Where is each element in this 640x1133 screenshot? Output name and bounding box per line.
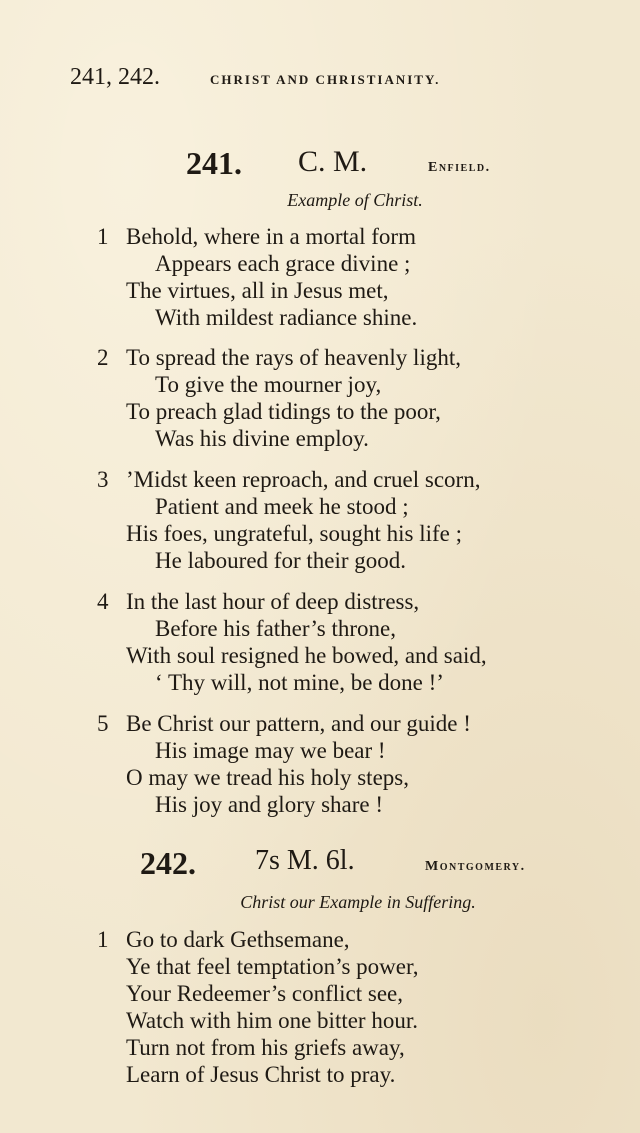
verse-line: Turn not from his griefs away, — [126, 1035, 405, 1060]
verse-line: Patient and meek he stood ; — [155, 494, 409, 519]
verse-line: To give the mourner joy, — [155, 372, 382, 397]
verse-number: 1 — [97, 927, 109, 952]
verse-line: Behold, where in a mortal form — [126, 224, 416, 249]
verse-line: To preach glad tidings to the poor, — [126, 399, 441, 424]
verse-line: Appears each grace divine ; — [155, 251, 411, 276]
verse-line: Learn of Jesus Christ to pray. — [126, 1062, 396, 1087]
verse-number: 3 — [97, 467, 109, 492]
verse-line: He laboured for their good. — [155, 548, 407, 573]
hymn-number: 241. — [186, 145, 242, 181]
verse-line: With soul resigned he bowed, and said, — [126, 643, 487, 668]
verse-line: His image may we bear ! — [155, 738, 386, 763]
verse-line: With mildest radiance shine. — [155, 305, 418, 330]
hymn-241-subtitle: Example of Christ. — [287, 190, 423, 210]
verse-line: Go to dark Gethsemane, — [126, 927, 350, 952]
hymn-author: Montgomery. — [425, 859, 526, 874]
hymn-author: Enfield. — [428, 160, 491, 175]
verse-number: 1 — [97, 224, 109, 249]
verse-line: Watch with him one bitter hour. — [126, 1008, 418, 1033]
verse-line: In the last hour of deep distress, — [126, 589, 420, 614]
verse-number: 2 — [97, 345, 109, 370]
verse-line: Before his father’s throne, — [155, 616, 396, 641]
hymn-meter: C. M. — [298, 145, 368, 178]
verse-line: The virtues, all in Jesus met, — [126, 278, 389, 303]
running-head-title: CHRIST AND CHRISTIANITY. — [210, 72, 441, 87]
verse-line: ’Midst keen reproach, and cruel scorn, — [126, 467, 481, 492]
hymn-242-heading — [0, 845, 640, 885]
verse-line: His joy and glory share ! — [155, 792, 384, 817]
verse-number: 5 — [97, 711, 109, 736]
verse-line: Was his divine employ. — [155, 426, 369, 451]
hymn-242-subtitle: Christ our Example in Suffering. — [240, 892, 476, 912]
verse-line: To spread the rays of heavenly light, — [126, 345, 461, 370]
verse-line: O may we tread his holy steps, — [126, 765, 409, 790]
running-head-numbers: 241, 242. — [70, 64, 160, 90]
hymn-241-heading — [0, 145, 640, 185]
hymn-number: 242. — [140, 845, 196, 881]
running-head — [70, 64, 570, 94]
verse-line: His foes, ungrateful, sought his life ; — [126, 521, 463, 546]
verse-number: 4 — [97, 589, 109, 614]
verse-line: Your Redeemer’s conflict see, — [126, 981, 403, 1006]
verse-line: Ye that feel temptation’s power, — [126, 954, 419, 979]
verse-line: ‘ Thy will, not mine, be done !’ — [155, 670, 444, 695]
verse-line: Be Christ our pattern, and our guide ! — [126, 711, 471, 736]
hymn-meter: 7s M. 6l. — [255, 845, 355, 876]
